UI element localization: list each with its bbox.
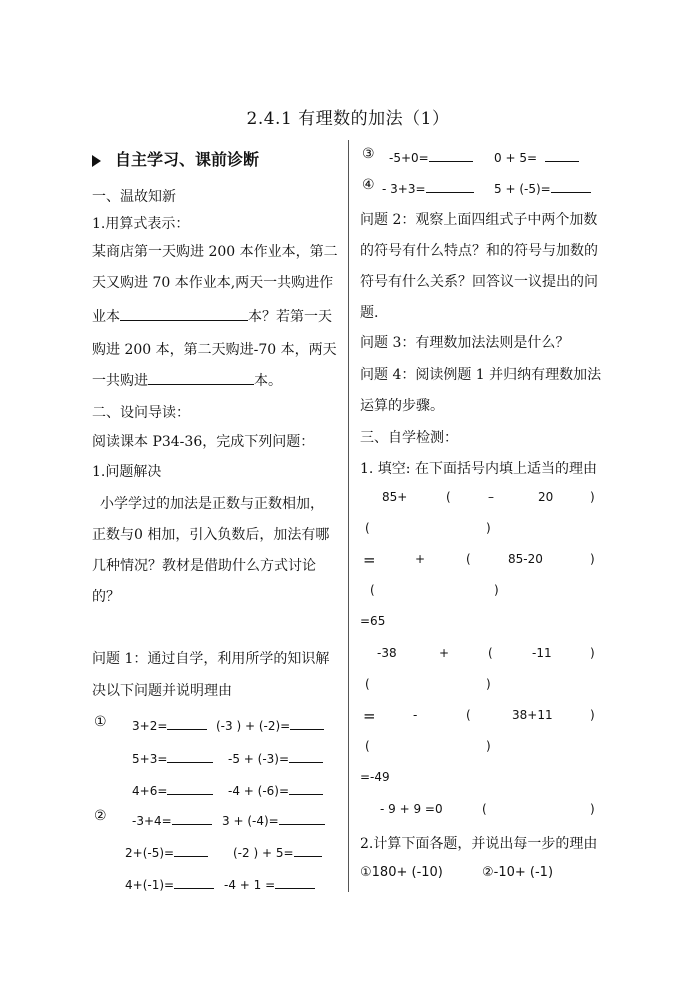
- equation-text: - 3+3=: [382, 182, 426, 196]
- reason-close: ): [494, 583, 499, 597]
- reason-open: (: [370, 583, 375, 597]
- reason-open: (: [365, 677, 370, 691]
- expr-token: +: [415, 552, 426, 566]
- equation-row: [132, 715, 207, 733]
- equation-row: [132, 810, 212, 828]
- equation-text: 4+(-1)=: [125, 878, 175, 892]
- answer-blank[interactable]: [120, 306, 248, 321]
- equation-row: [494, 178, 591, 196]
- equation-text: -4 + 1 =: [224, 878, 276, 892]
- expr-token: 20: [538, 490, 554, 504]
- part2-heading: 二、设问导读：: [92, 405, 190, 421]
- q1-line4: 购进 200 本，第二天购进-70 本，两天: [92, 342, 337, 358]
- equation-row: [132, 780, 213, 798]
- calc-item-2: ②-10+ (-1): [482, 865, 554, 880]
- answer-blank[interactable]: [167, 780, 213, 795]
- read-instruction: 阅读课本 P34-36，完成下列问题：: [92, 434, 315, 450]
- problem2-line3: 符号有什么关系？回答议一议提出的问: [360, 274, 598, 290]
- reason-open: (: [365, 521, 370, 535]
- equation-row: [125, 874, 214, 892]
- answer-blank[interactable]: [172, 810, 212, 825]
- q1-label: 1.用算式表示：: [92, 216, 190, 232]
- expr-token: (: [466, 552, 471, 566]
- equation-text: -3+4=: [132, 814, 172, 828]
- expr-token: ): [590, 708, 595, 722]
- answer-blank[interactable]: [289, 748, 323, 763]
- equation-row: [233, 842, 322, 860]
- answer-blank[interactable]: [174, 842, 208, 857]
- equation-text: (-2 ) + 5=: [233, 846, 294, 860]
- equation-text: 2+(-5)=: [125, 846, 175, 860]
- para-line4: 的？: [92, 589, 120, 605]
- answer-blank[interactable]: [551, 178, 591, 193]
- circle-number-4: ④: [362, 177, 375, 193]
- reason-close: ): [590, 802, 595, 816]
- para-line1: 小学学过的加法是正数与正数相加，: [100, 496, 324, 512]
- part3-heading: 三、自学检测：: [360, 430, 458, 446]
- expr-token: ): [590, 646, 595, 660]
- reason-close: ): [486, 739, 491, 753]
- section-heading: [92, 147, 259, 170]
- equation-text: -5+0=: [389, 151, 429, 165]
- answer-blank[interactable]: [174, 874, 214, 889]
- equation-row: [125, 842, 208, 860]
- equation-row: [382, 178, 474, 196]
- answer-blank[interactable]: [429, 147, 473, 162]
- answer-blank[interactable]: [167, 715, 207, 730]
- answer-blank[interactable]: [167, 748, 213, 763]
- equation-row: [222, 810, 325, 828]
- circle-number-1: ①: [94, 714, 107, 730]
- expr-token: (: [466, 708, 471, 722]
- answer-blank[interactable]: [426, 178, 474, 193]
- q1-line5: [92, 370, 282, 390]
- expr-token: -38: [377, 646, 397, 660]
- section-heading-text: 自主学习、课前诊断: [115, 150, 260, 169]
- q1-line1: 某商店第一天购进 200 本作业本，第二: [92, 244, 338, 260]
- part1-heading: 一、温故知新: [92, 189, 176, 205]
- answer-blank[interactable]: [294, 842, 322, 857]
- para-line2: 正数与0 相加，引入负数后，加法有哪: [92, 527, 330, 543]
- column-divider: [348, 140, 349, 892]
- expr-token: 85+: [382, 490, 408, 504]
- expr-result: =-49: [360, 770, 390, 784]
- answer-blank[interactable]: [545, 147, 579, 162]
- expr-token: ): [590, 490, 595, 504]
- problem1-line1: 问题 1：通过自学，利用所学的知识解: [92, 651, 330, 667]
- problem2-line4: 题.: [360, 305, 379, 321]
- equation-text: 0 + 5=: [494, 151, 538, 165]
- equation-row: [228, 780, 323, 798]
- equation-row: [494, 147, 579, 165]
- equation-text: -4 + (-6)=: [228, 784, 290, 798]
- equation-text: 5+3=: [132, 752, 168, 766]
- subsection-1: 1.问题解决: [92, 464, 162, 480]
- arrow-bullet-icon: [92, 155, 101, 167]
- answer-blank[interactable]: [290, 715, 324, 730]
- expr-token: =: [363, 707, 376, 725]
- fill-heading: 1. 填空: 在下面括号内填上适当的理由: [360, 461, 597, 477]
- expr-token: =: [363, 551, 376, 569]
- equation-row: [132, 748, 213, 766]
- q1-line2: 天又购进 70 本作业本,两天一共购进作: [92, 275, 334, 291]
- q1-line3: [92, 306, 332, 326]
- problem4-line1: 问题 4：阅读例题 1 并归纳有理数加法: [360, 367, 602, 383]
- equation-row: [224, 874, 315, 892]
- equation-text: 3+2=: [132, 719, 168, 733]
- equation-row: [216, 715, 324, 733]
- reason-open: (: [482, 802, 487, 816]
- problem1-line2: 决以下问题并说明理由: [92, 683, 232, 699]
- reason-close: ): [486, 521, 491, 535]
- expr-token: (: [446, 490, 451, 504]
- problem4-line2: 运算的步骤。: [360, 398, 444, 414]
- expr-token: -11: [532, 646, 552, 660]
- expr-result: =65: [360, 614, 386, 628]
- problem2-line1: 问题 2：观察上面四组式子中两个加数: [360, 212, 598, 228]
- calc-item-1: ①180+ (-10): [360, 865, 443, 880]
- equation-text: 4+6=: [132, 784, 168, 798]
- answer-blank[interactable]: [148, 370, 254, 385]
- para-line3: 几种情况？教材是借助什么方式讨论: [92, 558, 316, 574]
- equation-row: [228, 748, 323, 766]
- answer-blank[interactable]: [289, 780, 323, 795]
- page-title: 2.4.1 有理数的加法（1）: [246, 109, 450, 129]
- q1-line5-pre: 一共购进: [92, 373, 148, 389]
- calc-heading: 2.计算下面各题，并说出每一步的理由: [360, 836, 598, 852]
- problem3: 问题 3：有理数加法法则是什么？: [360, 335, 570, 351]
- circle-number-2: ②: [94, 808, 107, 824]
- circle-number-3: ③: [362, 146, 375, 162]
- expr-token: 38+11: [512, 708, 553, 722]
- q1-line5-post: 本。: [254, 373, 282, 389]
- q1-line3-pre: 业本: [92, 309, 120, 325]
- expr-token: +: [439, 646, 450, 660]
- problem2-line2: 的符号有什么特点？和的符号与加数的: [360, 243, 598, 259]
- expr-token: - 9 + 9 =0: [380, 802, 443, 816]
- expr-token: 85-20: [508, 552, 543, 566]
- q1-line3-post: 本？若第一天: [248, 309, 332, 325]
- equation-row: [389, 147, 473, 165]
- reason-open: (: [365, 739, 370, 753]
- equation-text: 5 + (-5)=: [494, 182, 551, 196]
- answer-blank[interactable]: [275, 874, 315, 889]
- expr-token: ): [590, 552, 595, 566]
- equation-text: (-3 ) + (-2)=: [216, 719, 291, 733]
- equation-text: -5 + (-3)=: [228, 752, 290, 766]
- expr-token: –: [488, 490, 494, 504]
- expr-token: (: [488, 646, 493, 660]
- answer-blank[interactable]: [279, 810, 325, 825]
- equation-text: 3 + (-4)=: [222, 814, 279, 828]
- reason-close: ): [486, 677, 491, 691]
- expr-token: -: [413, 708, 418, 722]
